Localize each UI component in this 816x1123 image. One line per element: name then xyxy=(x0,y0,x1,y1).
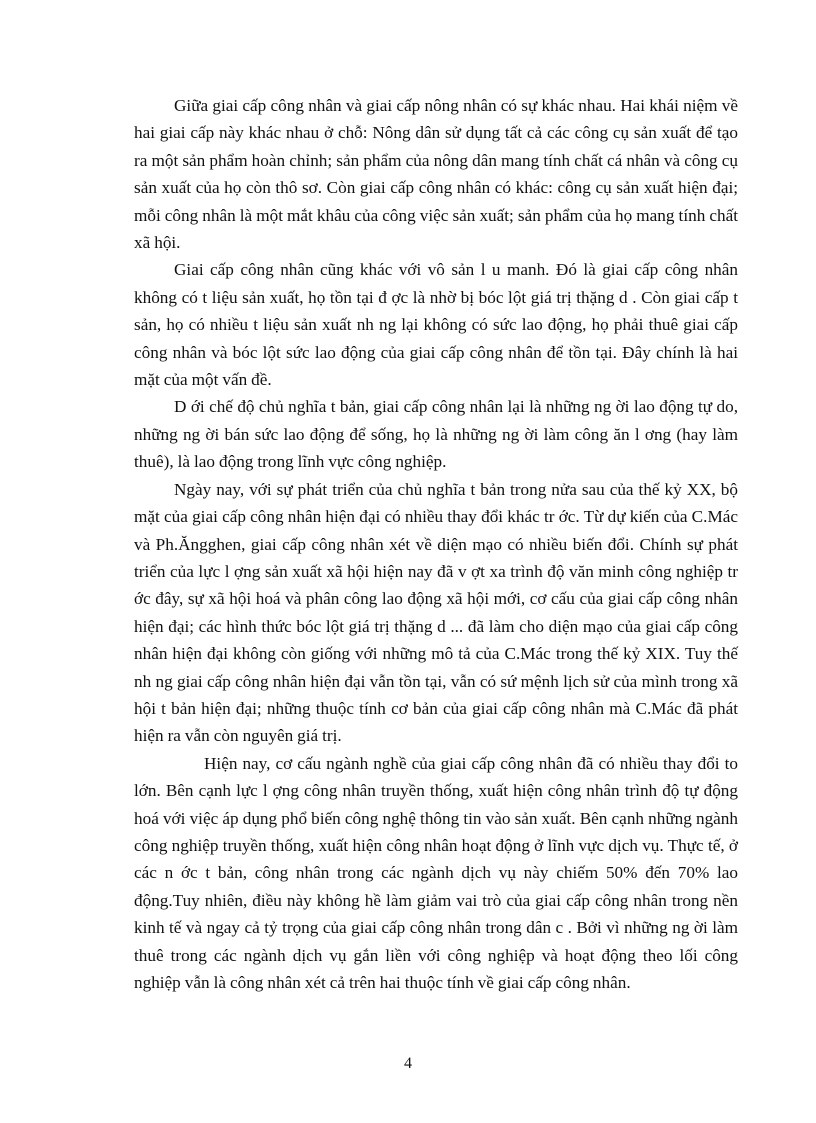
paragraph-under-capitalism: D ới chế độ chủ nghĩa t bản, giai cấp công nhân lại là những ng ời lao động tự do, những ng ời bán sức lao động để sống, họ là những ng ời làm công ăn l ơng (hay làm thuê), là lao động trong lĩnh vực công nghiệp. xyxy=(134,397,738,472)
page-number: 4 xyxy=(404,1055,412,1072)
body-text xyxy=(134,92,738,996)
paragraph-modern-changes: Ngày nay, với sự phát triển của chủ nghĩa t bản trong nửa sau của thế kỷ XX, bộ mặt của giai cấp công nhân hiện đại có nhiều thay đổi khác tr ớc. Từ dự kiến của C.Mác và Ph.Ăngghen, giai cấp công nhân xét về diện mạo có nhiều biến đổi. Chính sự phát triển của lực l ợng sản xuất xã hội hiện nay đã v ợt xa trình độ văn minh công nghiệp tr ớc đây, sự xã hội hoá và phân công lao động xã hội mới, cơ cấu của giai cấp công nhân hiện đại; các hình thức bóc lột giá trị thặng d ... đã làm cho diện mạo của giai cấp công nhân hiện đại không còn giống với những mô tả của C.Mác trong thế kỷ XIX. Tuy thế nh ng giai cấp công nhân hiện đại vẫn tồn tại, vẫn có sứ mệnh lịch sử của mình trong xã hội t bản hiện đại; những thuộc tính cơ bản của giai cấp công nhân mà C.Mác đã phát hiện ra vẫn còn nguyên giá trị. xyxy=(134,479,738,746)
paragraph-workers-vs-proletariat: Giai cấp công nhân cũng khác với vô sản l u manh. Đó là giai cấp công nhân không có t liệu sản xuất, họ tồn tại đ ợc là nhờ bị bóc lột giá trị thặng d . Còn giai cấp t sản, họ có nhiều t liệu sản xuất nh ng lại không có sức lao động, họ phải thuê giai cấp công nhân và bóc lột sức lao động của giai cấp công nhân để tồn tại. Đây chính là hai mặt của một vấn đề. xyxy=(134,260,738,390)
paragraph-occupational-structure: Hiện nay, cơ cấu ngành nghề của giai cấp công nhân đã có nhiều thay đổi to lớn. Bên cạnh lực l ợng công nhân truyền thống, xuất hiện công nhân trình độ tự động hoá với việc áp dụng phổ biến công nghệ thông tin vào sản xuất. Bên cạnh những ngành công nghiệp truyền thống, xuất hiện công nhân hoạt động ở lĩnh vực dịch vụ. Thực tế, ở các n ớc t bản, công nhân trong các ngành dịch vụ này chiếm 50% đến 70% lao động.Tuy nhiên, điều này không hề làm giảm vai trò của giai cấp công nhân trong nền kinh tế và ngay cả tỷ trọng của giai cấp công nhân trong dân c . Bởi vì những ng ời làm thuê trong các ngành dịch vụ gắn liền với công nghiệp và hoạt động theo lối công nghiệp vẫn là công nhân xét cả trên hai thuộc tính về giai cấp công nhân. xyxy=(134,753,738,992)
paragraph-workers-vs-peasants: Giữa giai cấp công nhân và giai cấp nông nhân có sự khác nhau. Hai khái niệm về hai giai cấp này khác nhau ở chỗ: Nông dân sử dụng tất cả các công cụ sản xuất để tạo ra một sản phẩm hoàn chỉnh; sản phẩm của nông dân mang tính chất cá nhân và công cụ sản xuất của họ còn thô sơ. Còn giai cấp công nhân có khác: công cụ sản xuất hiện đại; mỗi công nhân là một mắt khâu của công việc sản xuất; sản phẩm của họ mang tính chất xã hội. xyxy=(134,96,738,253)
